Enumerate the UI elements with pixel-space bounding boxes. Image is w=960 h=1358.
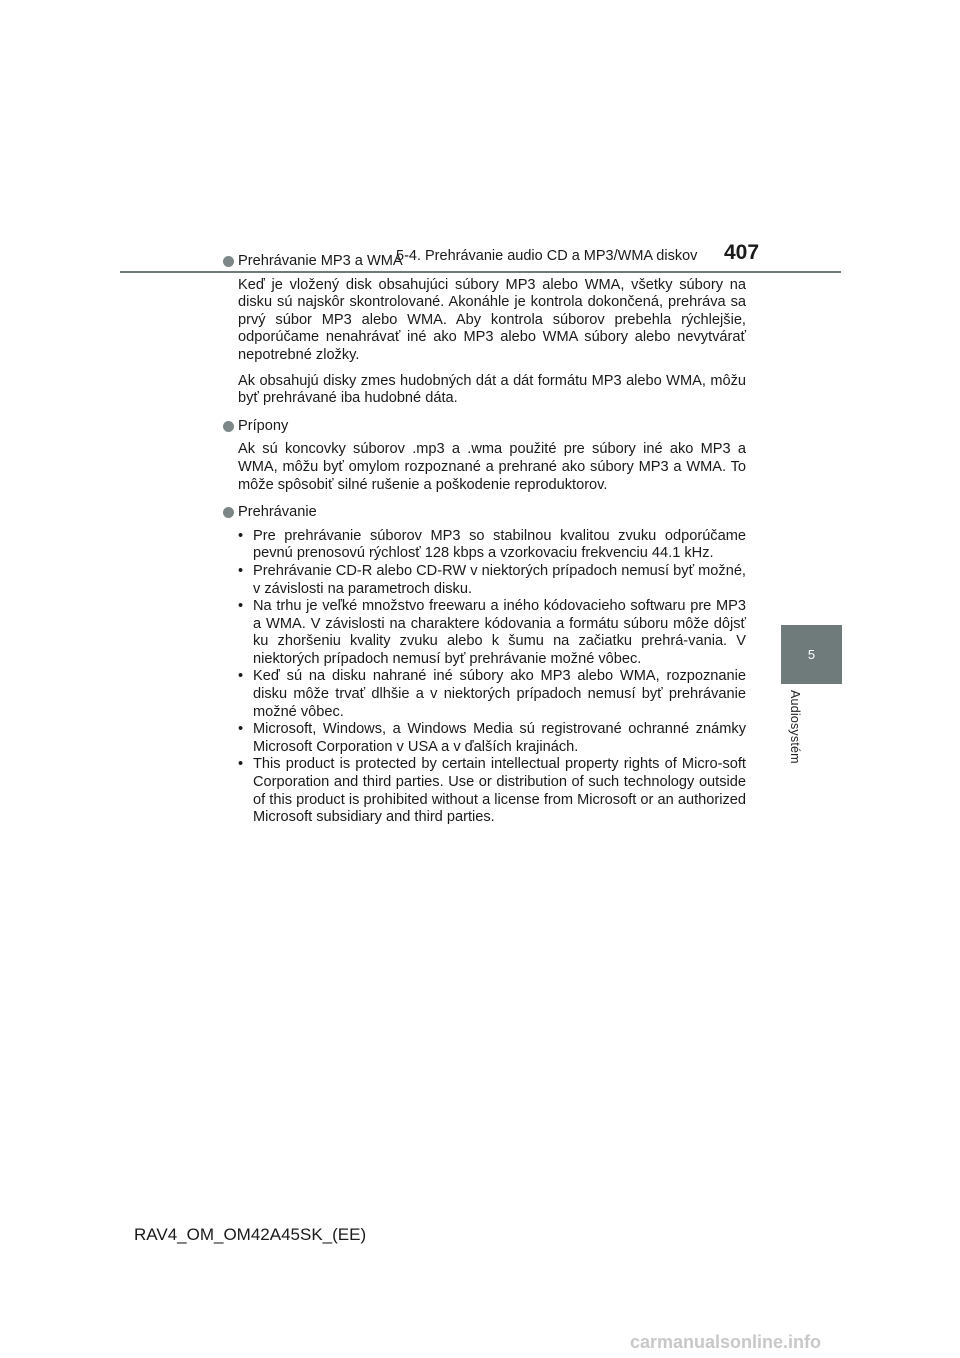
- paragraph: Ak sú koncovky súborov .mp3 a .wma použité pre súbory iné ako MP3 a WMA, môžu byť omylom rozpoznané a prehrané ako súbory MP3 a WMA. To môže spôsobiť silné rušenie a poškodenie reproduktorov.: [238, 441, 746, 493]
- list-item: • Prehrávanie CD-R alebo CD-RW v niektorých prípadoch nemusí byť možné, v závislosti na parametroch disku.: [238, 563, 746, 598]
- section-heading-text: Prehrávanie MP3 a WMA: [238, 253, 403, 269]
- chapter-number: 5: [807, 647, 816, 662]
- section-heading: [222, 504, 746, 522]
- chapter-label: Audiosystém: [788, 690, 802, 764]
- paragraph: Keď je vložený disk obsahujúci súbory MP3 alebo WMA, všetky súbory na disku sú najskôr skontrolované. Akonáhle je kontrola dokončená, prehráva sa prvý súbor MP3 alebo WMA. Aby kontrola súborov prebehla rýchlejšie, odporúčame nenahrávať iné ako MP3 alebo WMA súbory alebo nevytvárať nepotrebné zložky.: [238, 276, 746, 363]
- chapter-tab: [781, 625, 842, 684]
- section-heading-text: Prípony: [238, 417, 289, 434]
- circle-bullet-icon: [223, 507, 234, 518]
- paragraph: Ak obsahujú disky zmes hudobných dát a dát formátu MP3 alebo WMA, môžu byť prehrávané iba hudobné dáta.: [238, 372, 746, 407]
- list-item: • Microsoft, Windows, a Windows Media sú registrované ochranné známky Microsoft Corporation v USA a v ďalších krajinách.: [238, 721, 746, 756]
- list-item: • This product is protected by certain intellectual property rights of Micro-soft Corporation and third parties. Use or distribution of such technology outside of this product is prohibited without a license from Microsoft or an authorized Microsoft subsidiary and third parties.: [238, 756, 746, 826]
- circle-bullet-icon: [223, 421, 234, 432]
- section-extensions: [222, 418, 746, 494]
- section-playback: [222, 504, 746, 827]
- section-heading: [222, 418, 746, 436]
- section-mp3-wma: [222, 253, 746, 408]
- list-item: • Keď sú na disku nahrané iné súbory ako MP3 alebo WMA, rozpoznanie disku môže trvať dlhšie a v niektorých prípadoch nemusí byť prehrávanie možné vôbec.: [238, 668, 746, 721]
- section-title: 5-4. Prehrávanie audio CD a MP3/WMA diskov: [396, 248, 698, 264]
- document-code: RAV4_OM_OM42A45SK_(EE): [134, 1225, 367, 1244]
- bullet-list: [238, 528, 746, 827]
- list-item: • Na trhu je veľké množstvo freewaru a iného kódovacieho softwaru pre MP3 a WMA. V závislosti na charaktere kódovania a formátu súboru môže dôjsť ku zhoršeniu kvality zvuku alebo k šumu na začiatku prehrá-vania. V niektorých prípadoch nemusí byť prehrávanie možné vôbec.: [238, 598, 746, 668]
- watermark: carmanualsonline.info: [630, 1332, 822, 1352]
- page-content: [222, 253, 746, 837]
- section-heading: [222, 253, 746, 271]
- page-number: 407: [724, 241, 760, 264]
- circle-bullet-icon: [223, 256, 234, 267]
- section-heading-text: Prehrávanie: [238, 504, 317, 521]
- list-item: • Pre prehrávanie súborov MP3 so stabilnou kvalitou zvuku odporúčame pevnú prenosovú rýchlosť 128 kbps a vzorkovaciu frekvenciu 44.1 kHz.: [238, 528, 746, 563]
